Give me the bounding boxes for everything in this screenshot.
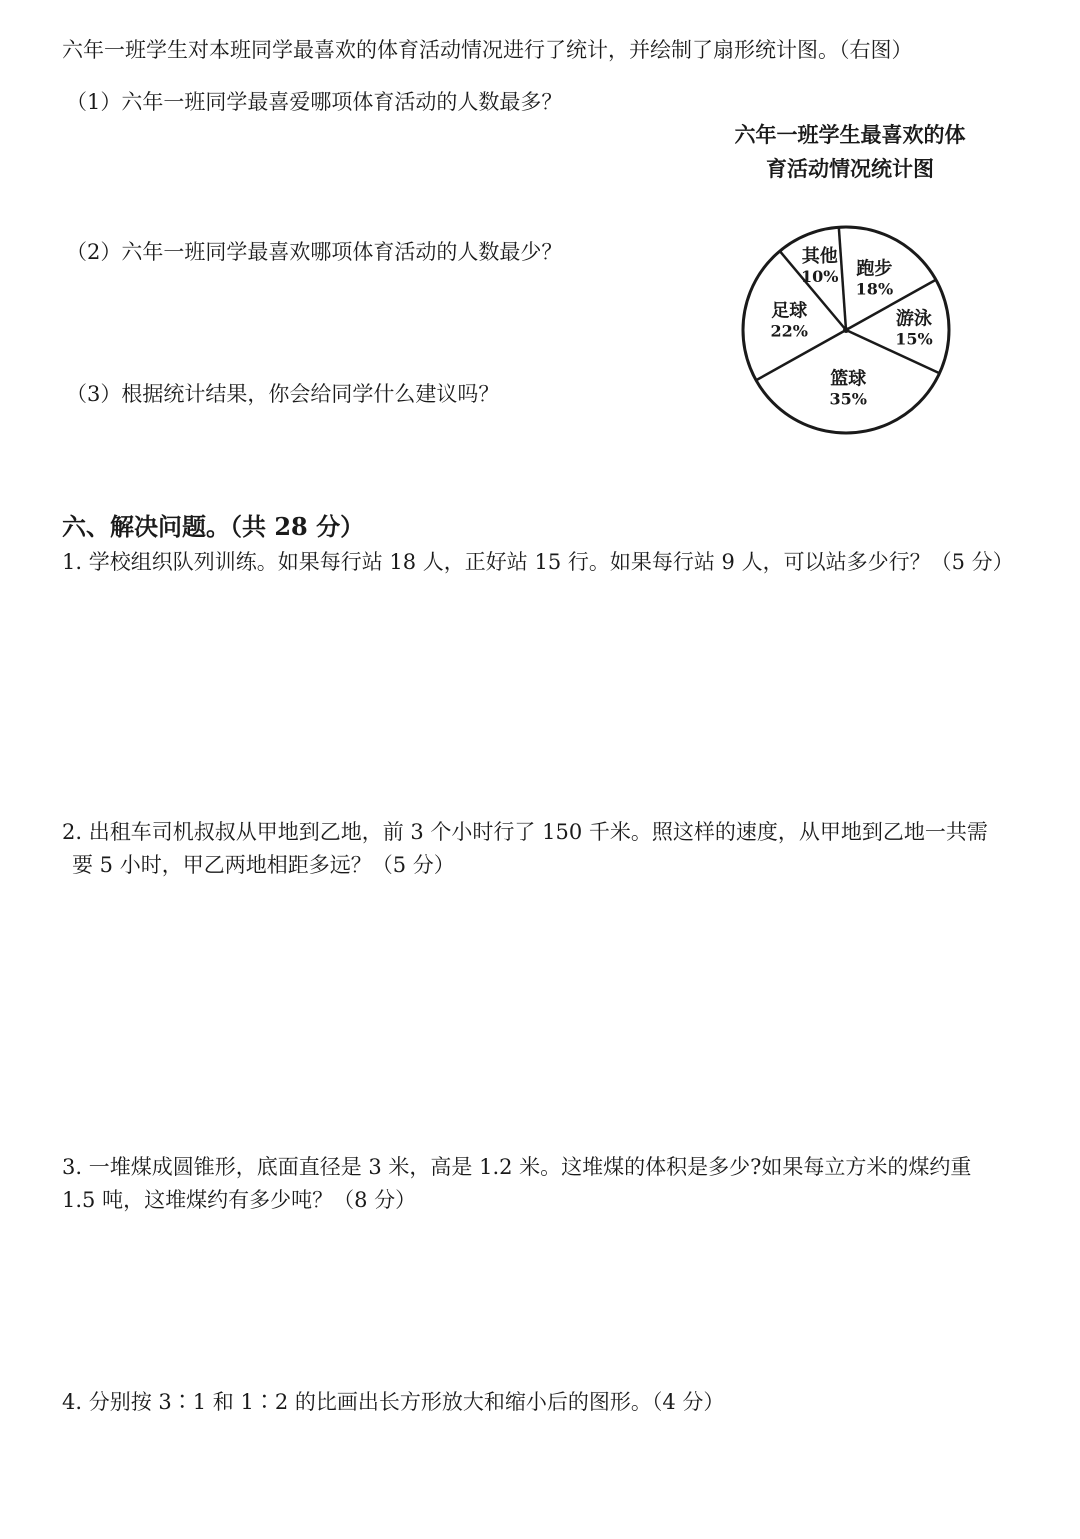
pie-slice-name: 足球 [771,300,808,322]
pie-slice-percent: 22% [770,321,809,341]
pie-slice-percent: 18% [855,279,894,299]
pie-slice-name: 其他 [801,246,838,268]
problem-2-text: 2. 出租车司机叔叔从甲地到乙地，前 3 个小时行了 150 千米。照这样的速度，从甲地到乙地一共需 [62,820,988,844]
pie-slice-name: 篮球 [830,368,867,390]
pie-chart [728,218,964,448]
pie-slice-label [801,245,838,286]
pie-slice-percent: 10% [801,267,839,287]
pie-slice-label [895,307,932,348]
pie-slice-percent: 15% [895,329,933,349]
problem-1-text: 1. 学校组织队列训练。如果每行站 18 人，正好站 15 行。如果每行站 9 人，可以站多少行？（5 分） [62,550,1014,574]
pie-slice-label [771,300,808,341]
chart-title-line-2: 育活动情况统计图 [766,156,934,181]
intro-text: 六年一班学生对本班同学最喜欢的体育活动情况进行了统计，并绘制了扇形统计图。（右图） [62,38,913,62]
question-3: （3）根据统计结果，你会给同学什么建议吗？ [66,382,500,406]
pie-slice-percent: 35% [829,389,867,409]
problem-2-text-cont: 要 5 小时，甲乙两地相距多远？（5 分） [72,853,455,877]
problem-4-text: 4. 分别按 3∶1 和 1∶2 的比画出长方形放大和缩小后的图形。（4 分） [62,1390,725,1414]
pie-slice-label [856,257,893,298]
chart-title [700,118,1000,186]
problem-3-text: 3. 一堆煤成圆锥形，底面直径是 3 米，高是 1.2 米。这堆煤的体积是多少?如果每立方米的煤约重 [62,1155,972,1179]
pie-center [843,327,849,333]
question-2: （2）六年一班同学最喜欢哪项体育活动的人数最少？ [66,240,563,264]
pie-slice-label [829,368,866,409]
chart-title-line-1: 六年一班学生最喜欢的体 [734,122,966,147]
pie-slice-name: 游泳 [895,308,932,330]
question-1: （1）六年一班同学最喜爱哪项体育活动的人数最多？ [66,90,563,114]
pie-slice-name: 跑步 [856,258,893,280]
section-6-heading: 六、解决问题。（共 28 分） [62,512,365,541]
problem-3-text-cont: 1.5 吨，这堆煤约有多少吨？（8 分） [62,1188,417,1212]
